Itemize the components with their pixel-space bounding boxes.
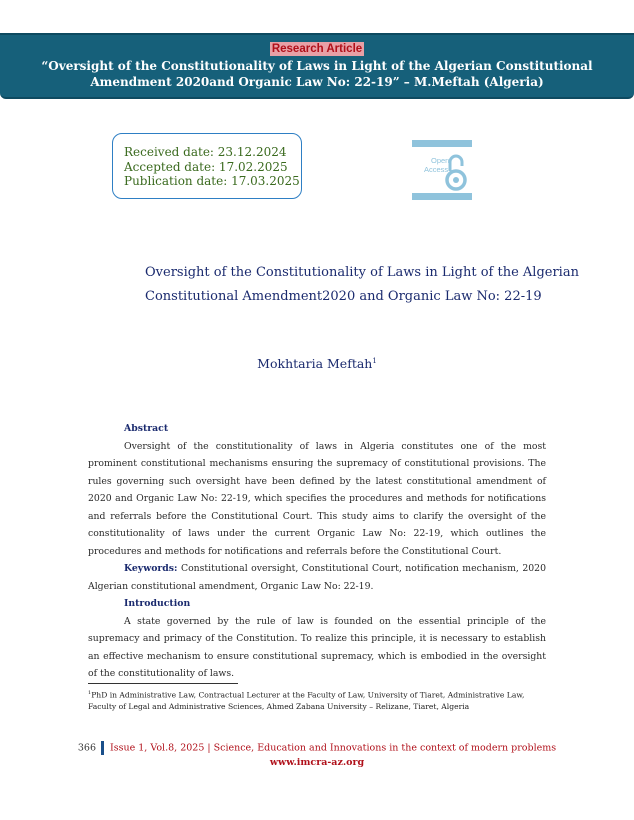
introduction-text: A state governed by the rule of law is founded on the essential principle of the supremacy and primacy of the Constitution. To realize this principle, it is necessary to establish an effective mechanism to ensure constitutional supremacy, which is embodied in the oversight of the constitutionality of laws. — [88, 615, 546, 679]
page-footer — [0, 741, 634, 770]
article-header-banner — [0, 33, 634, 99]
footer-divider-bar — [101, 741, 104, 755]
running-title: “Oversight of the Constitutionality of Laws in Light of the Algerian Constitutional Amendment 2020and Organic Law No: 22-19” – M.Meftah (Algeria) — [41, 59, 593, 89]
author-footnote-marker: 1 — [372, 356, 377, 365]
article-title-line-1: Oversight of the Constitutionality of Laws in Light of the Algerian — [145, 265, 579, 280]
author-name-text: Mokhtaria Meftah — [257, 356, 373, 371]
oa-label-open: Open — [431, 156, 450, 165]
footnote-marker: 1 — [88, 690, 92, 696]
article-title — [0, 261, 634, 309]
author-name — [0, 356, 634, 371]
dates-box — [112, 133, 302, 199]
abstract-heading: Abstract — [124, 423, 169, 434]
keywords-label: Keywords: — [124, 563, 178, 574]
abstract-text: Oversight of the constitutionality of laws in Algeria constitutes one of the most prominent constitutional mechanisms ensuring the supremacy of constitutional provisions. The rules governing such oversight have been defined by the latest constitutional amendment of 2020 and Organic Law No: 22-19, which specifies the procedures and methods for notifications and referrals before the Constitutional Court. This study aims to clarify the oversight of the constitutionality of laws under the current Organic Law No: 22-19, which outlines the procedures and methods for notifications and referrals before the Constitutional Court. — [88, 440, 546, 557]
footnote-text: PhD in Administrative Law, Contractual Lecturer at the Faculty of Law, University of Tiaret, Administrative Law, Faculty of Legal and Administrative Sciences, Ahmed Zabana University – Relizane, Tiaret, Algeria — [88, 690, 525, 711]
oa-top-bar — [412, 140, 472, 147]
open-access-lock-icon — [412, 140, 472, 200]
journal-url[interactable]: www.imcra-az.org — [269, 756, 365, 768]
keywords-paragraph — [88, 560, 546, 595]
article-type-badge: Research Article — [271, 43, 363, 55]
accepted-date: Accepted date: 17.02.2025 — [124, 159, 288, 174]
journal-info: Issue 1, Vol.8, 2025 | Science, Education and Innovations in the context of modern problems — [110, 742, 557, 754]
oa-keyhole — [453, 177, 459, 183]
introduction-heading: Introduction — [124, 598, 191, 609]
footnote — [88, 688, 546, 712]
received-date: Received date: 23.12.2024 — [124, 145, 287, 159]
keywords-text: Constitutional oversight, Constitutional Court, notification mechanism, 2020 Algerian constitutional amendment, Organic Law No: 22-19. — [88, 563, 546, 592]
publication-date: Publication date: 17.03.2025 — [124, 174, 300, 188]
page-number: 366 — [77, 742, 96, 754]
footnote-divider — [88, 683, 238, 684]
oa-bottom-bar — [412, 193, 472, 200]
article-title-line-2: Constitutional Amendment2020 and Organic Law No: 22-19 — [145, 289, 542, 304]
article-body — [88, 420, 546, 683]
oa-shackle — [450, 156, 462, 171]
oa-label-access: Access — [424, 165, 449, 174]
